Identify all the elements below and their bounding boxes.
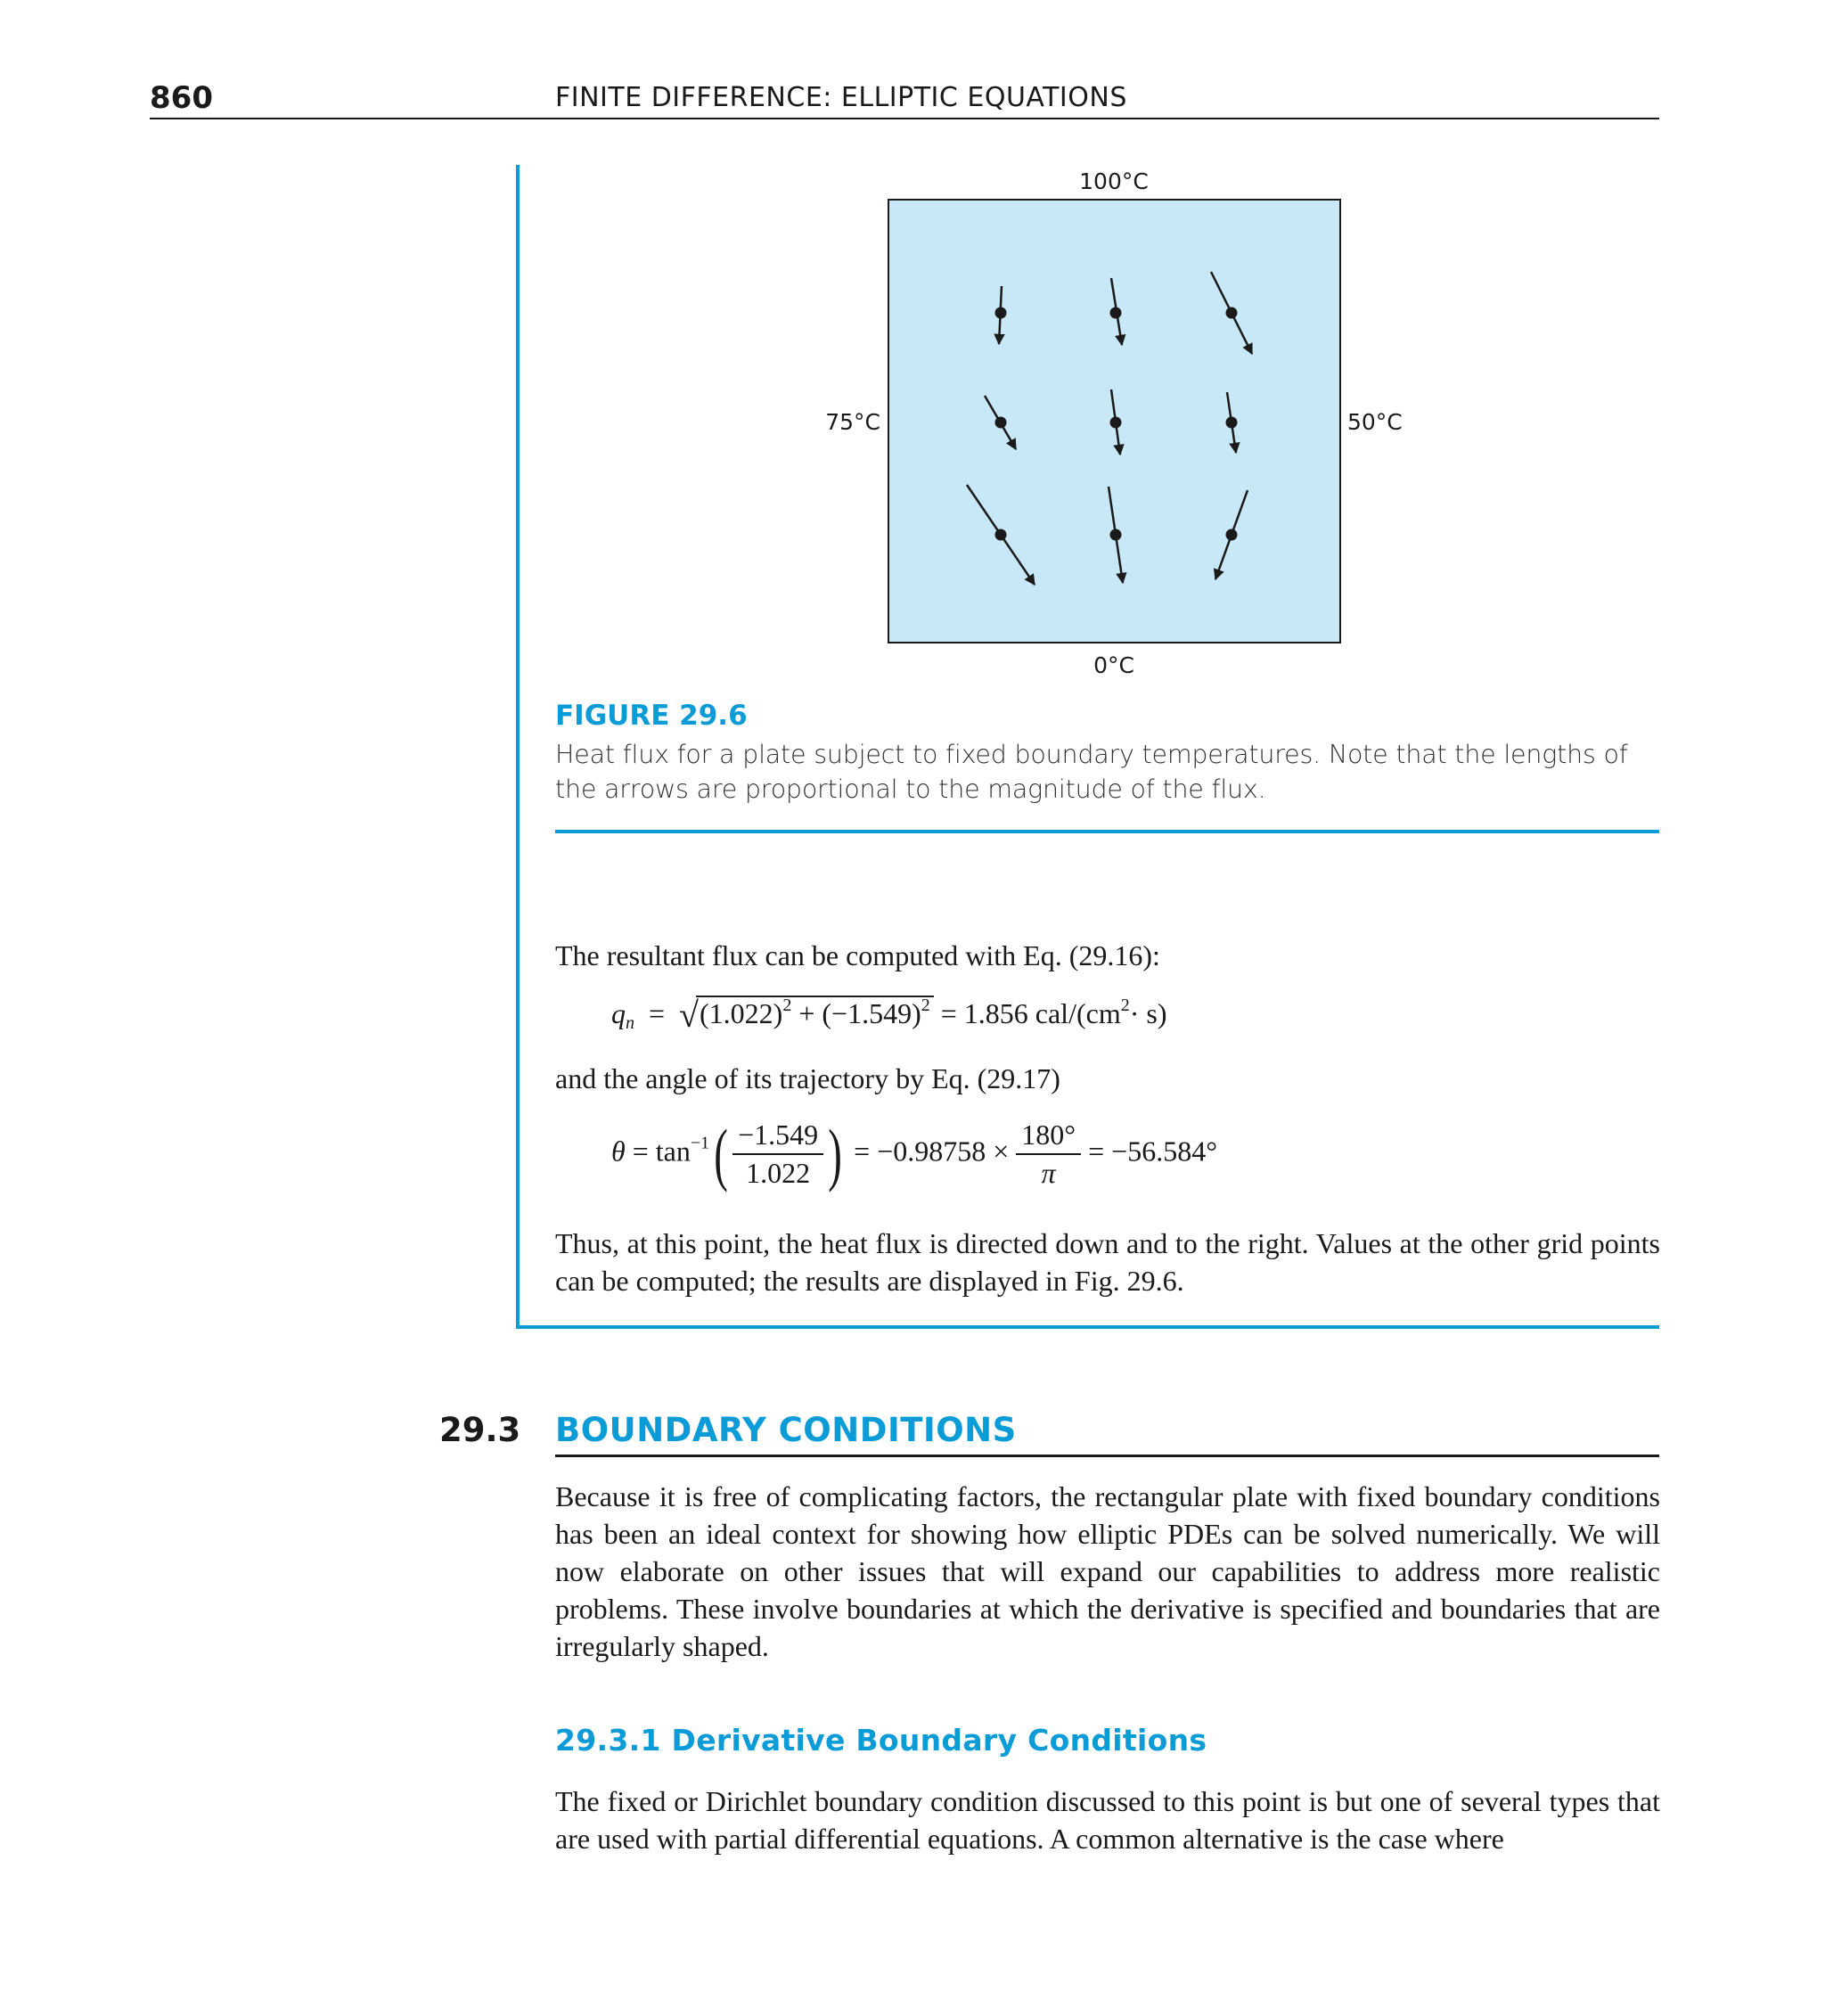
running-head: FINITE DIFFERENCE: ELLIPTIC EQUATIONS bbox=[555, 82, 1127, 113]
right-paren: ) bbox=[828, 1115, 842, 1192]
eq-theta-lhs: θ bbox=[611, 1135, 626, 1168]
eq-theta-inverse: −1 bbox=[690, 1133, 710, 1153]
grid-node-1 bbox=[995, 307, 1007, 319]
figure-caption-title: FIGURE 29.6 bbox=[555, 700, 748, 732]
eq-theta-numerator-2: 180° bbox=[1016, 1119, 1081, 1155]
example-box-bottom-rule bbox=[516, 1325, 1659, 1329]
eq-qn-lhs: q bbox=[611, 997, 626, 1029]
eq-theta-tan: = tan bbox=[632, 1135, 691, 1168]
eq-qn-equals: = bbox=[649, 997, 666, 1029]
eq-theta-denominator-2: π bbox=[1041, 1157, 1056, 1189]
paragraph-boundary-conditions: Because it is free of complicating factors, the rectangular plate with fixed boundary conditions has been an ideal context for showing how elliptic PDEs can be solved numerically. We will now elaborate on other issues that will expand our capabilities to address more realistic problems. These involve boundaries at which the derivative is specified and boundaries that are irregularly shaped. bbox=[555, 1480, 1660, 1662]
eq-qn-term1: (1.022) bbox=[700, 997, 783, 1029]
bottom-boundary-label: 0°C bbox=[1093, 652, 1134, 678]
eq-qn-exp1: 2 bbox=[782, 996, 792, 1015]
eq-qn-rhs-tail: · s) bbox=[1129, 997, 1167, 1029]
subsection-title: 29.3.1 Derivative Boundary Conditions bbox=[555, 1723, 1207, 1758]
eq-theta-mid: = −0.98758 × bbox=[854, 1135, 1010, 1168]
grid-node-8 bbox=[1110, 529, 1122, 541]
eq-theta-numerator: −1.549 bbox=[732, 1119, 823, 1155]
paragraph-derivative-conditions: The fixed or Dirichlet boundary condition discussed to this point is but one of several types that are used with partial differential equations. A common alternative is the case where bbox=[555, 1785, 1660, 1855]
paragraph-thus: Thus, at this point, the heat flux is directed down and to the right. Values at the other grid points can be computed; the results are displayed in Fig. 29.6. bbox=[555, 1227, 1660, 1297]
grid-node-2 bbox=[1110, 307, 1122, 319]
eq-qn-rhs-exp: 2 bbox=[1120, 996, 1130, 1015]
page-number: 860 bbox=[150, 80, 213, 116]
grid-node-7 bbox=[995, 529, 1007, 541]
figure-caption-text: Heat flux for a plate subject to fixed boundary temperatures. Note that the lengths of the arrows are proportional to the magnitude of the flux. bbox=[555, 740, 1628, 804]
left-paren: ( bbox=[714, 1115, 728, 1192]
eq-qn-lhs-sub: n bbox=[626, 1013, 634, 1033]
eq-qn-plus: + bbox=[798, 997, 815, 1029]
section-number: 29.3 bbox=[439, 1411, 521, 1449]
top-boundary-label: 100°C bbox=[1079, 168, 1149, 194]
section-rule bbox=[555, 1455, 1659, 1457]
section-title: BOUNDARY CONDITIONS bbox=[555, 1411, 1017, 1449]
equation-resultant-flux bbox=[611, 994, 1166, 1036]
header-rule bbox=[150, 118, 1659, 119]
eq-theta-rhs: = −56.584° bbox=[1088, 1135, 1217, 1168]
example-box-left-rule bbox=[516, 165, 520, 1329]
equation-angle bbox=[611, 1115, 1217, 1199]
heat-flux-figure bbox=[802, 160, 1426, 686]
eq-theta-denominator: 1.022 bbox=[746, 1157, 811, 1189]
eq-qn-term2: (−1.549) bbox=[822, 997, 921, 1029]
grid-node-3 bbox=[1226, 307, 1238, 319]
grid-node-5 bbox=[1110, 417, 1122, 429]
eq-qn-sqrt bbox=[679, 994, 934, 1036]
right-boundary-label: 50°C bbox=[1347, 409, 1403, 435]
left-boundary-label: 75°C bbox=[825, 409, 880, 435]
grid-node-9 bbox=[1226, 529, 1238, 541]
figure-caption-rule bbox=[555, 830, 1659, 833]
eq-qn-exp2: 2 bbox=[921, 996, 930, 1015]
eq-qn-rhs: = 1.856 cal/(cm bbox=[940, 997, 1121, 1029]
grid-node-6 bbox=[1226, 417, 1238, 429]
paragraph-angle: and the angle of its trajectory by Eq. (29.17) bbox=[555, 1062, 1060, 1094]
paragraph-resultant-flux: The resultant flux can be computed with Eq. (29.16): bbox=[555, 939, 1160, 971]
eq-theta-fraction-2 bbox=[1016, 1119, 1081, 1190]
sqrt-sign: √ bbox=[679, 995, 699, 1035]
eq-qn-radicand bbox=[696, 996, 934, 1029]
eq-theta-fraction bbox=[732, 1119, 823, 1190]
grid-node-4 bbox=[995, 417, 1007, 429]
